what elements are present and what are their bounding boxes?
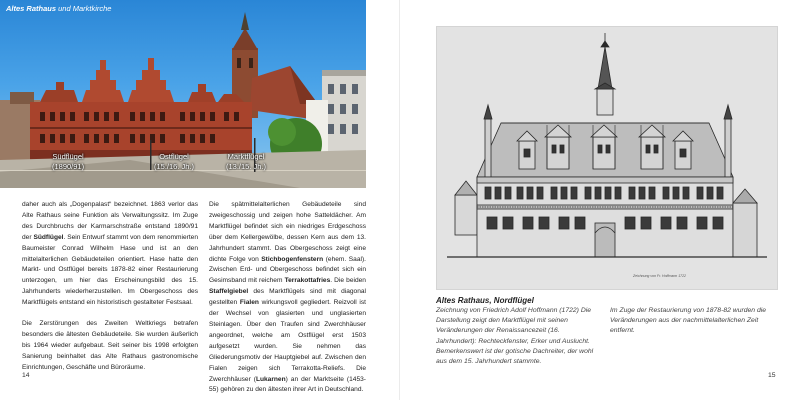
text-run: (ehem. Saal). Zwischen Erd- und Obergeschoss befindet sich ein Gesimsband mit reichem — [209, 255, 366, 285]
paragraph — [209, 200, 366, 396]
figure-caption-left: Zeichnung von Friedrich Adolf Hoffmann (1722) Die Darstellung zeigt den Marktflügel mit seinen Veränderungen der Renaissancezeit (16. Jahrhundert): Rechteckfenster, Erker und Auslucht. Bemerkenswert ist der gotische Dachreiter, der wohl aus dem 15. Jahrhundert stammte. — [436, 307, 594, 366]
text-column-1 — [22, 200, 198, 374]
bold-term: Lukarnen — [255, 375, 286, 383]
text-run: daher auch als „Dogenpalast“ bezeichnet. 1863 verlor das Alte Rathaus seine Funktion als Verwaltungssitz. Im Zuge des Durchbruchs der Karmarschstraße entstand 1890/91 der — [22, 201, 198, 241]
text-run: Die Zerstörungen des Zweiten Weltkriegs betrafen besonders die ältesten Gebäudeteile. Sie wurden äußerlich bis 1964 wieder aufgebaut. Seit seiner bis 1998 erfolgten Sanierung beinhaltet das Alte Rathaus gastronomische Einrichtungen, Geschäfte und Büroräume. — [22, 320, 198, 371]
bold-term: Staffelgiebel — [209, 288, 249, 296]
text-run: wirkungsvoll gegliedert. Reizvoll ist der Wechsel von glasierten und unglasierten Steinlagen. Über den Traufen sind Zwerchhäuser angeordnet, welche am Ostflügel erst 1503 aufgesetzt wurden. Sie nehmen das Gliederungsmotiv der Hauptgiebel auf. Zwischen den Fialen zeigen sich Terrakotta-Reliefs. Die Zwerchhäuser ( — [209, 299, 366, 383]
architectural-drawing — [437, 27, 777, 289]
text-run: ) an der Marktseite (1453-55) gehören zu den ältesten ihrer Art in Deutschland. — [209, 375, 366, 394]
label-ostfluegel: Ostflügel (15./16. Jh.) — [154, 152, 195, 171]
paragraph — [22, 200, 198, 309]
page-number-left: 14 — [22, 372, 30, 379]
bold-term: Südflügel — [33, 233, 64, 241]
drawing-signature: Zeichnung von Fr. Hoffmann 1722 — [633, 274, 686, 278]
bold-term: Stichbogenfenstern — [261, 255, 324, 263]
bold-term: Terrakottafries — [284, 277, 331, 285]
photo-altes-rathaus — [0, 0, 366, 188]
bold-term: Fialen — [239, 299, 259, 307]
text-run: Die spätmittelalterlichen Gebäudeteile sind zweigeschossig und zeigen hohe Satteldächer. Am Marktflügel befindet sich ein niedriges Erdgeschoss über dem Kellergewölbe, dessen Kern aus dem 13. Jahrhundert stammt. Das Obergeschoss zeigt eine dichte Folge von — [209, 201, 366, 263]
right-page — [400, 0, 800, 400]
label-marktfluegel: Marktflügel (13./15. Jh.) — [226, 152, 267, 171]
label-suedfluegel: Südflügel (1890/91) — [52, 152, 85, 171]
drawing-nordfluegel — [436, 26, 778, 290]
text-column-2 — [209, 200, 366, 396]
paragraph — [22, 319, 198, 374]
figure-caption-title: Altes Rathaus, Nordflügel — [436, 296, 534, 305]
text-run: des Marktflügels sind mit diagonal gestellten — [209, 288, 366, 307]
page-number-right: 15 — [768, 372, 776, 379]
photo-caption: Altes Rathaus und Marktkirche — [6, 4, 112, 13]
text-run: . Die beiden — [330, 277, 366, 285]
text-run: . Sein Entwurf stammt von dem renommierten Baumeister Conrad Wilhelm Hase und ist an den mittelalterlichen Gebäudeteilen orientiert. Hase hatte den Markt- und Ostflügel bereits 1878-82 einer Restaurierung unterzogen, um hier das Erscheinungsbild des 15. Jahrhunderts wiederherzustellen. Im Obergeschoss des Marktflügels entstand ein historistisch gestalteter Festsaal. — [22, 233, 198, 307]
figure-caption-right: Im Zuge der Restaurierung von 1878-82 wurden die Veränderungen aus der nachmittelalterlichen Zeit entfernt. — [610, 307, 767, 335]
